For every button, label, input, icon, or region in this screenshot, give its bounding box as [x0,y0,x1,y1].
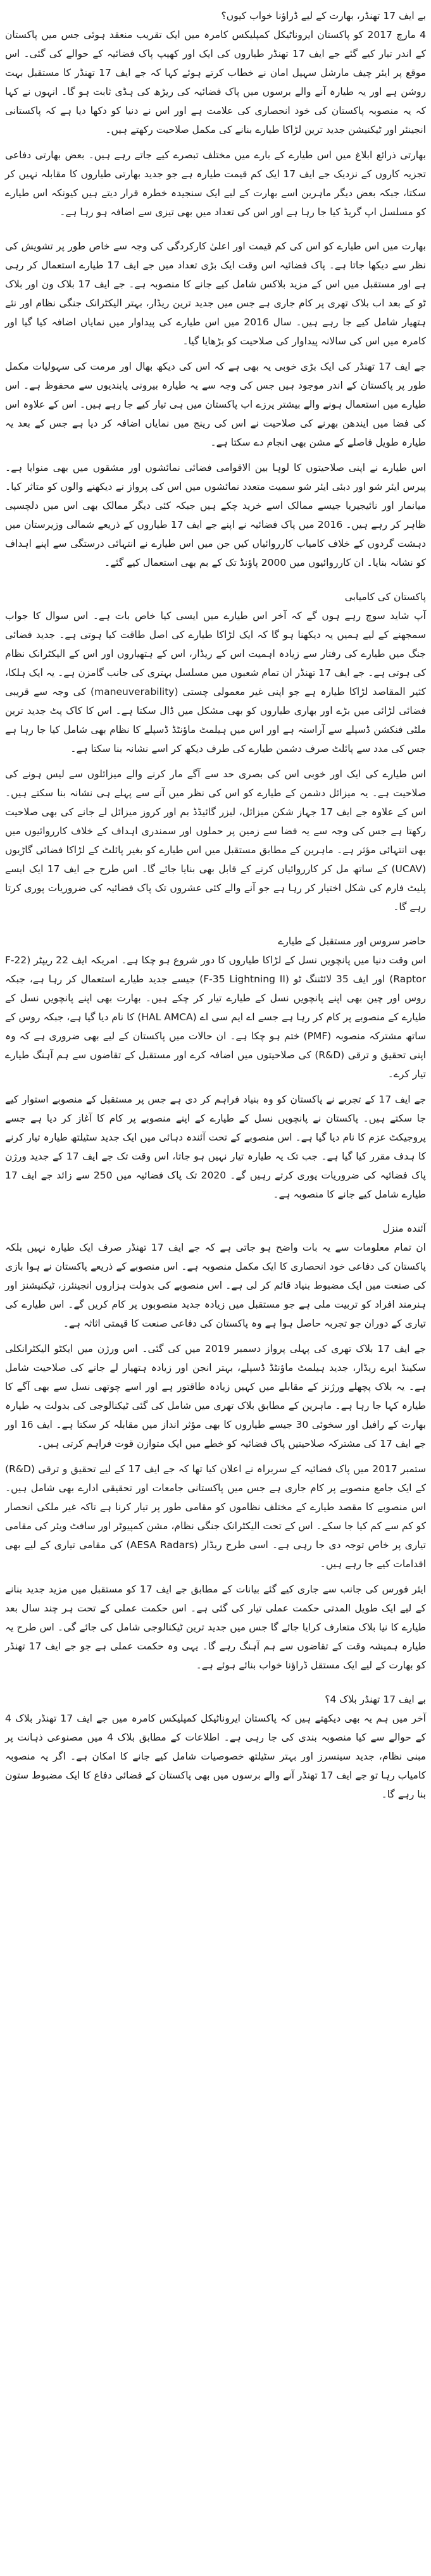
section-heading: بے ایف 17 تھنڈر بلاک 4؟ [325,1694,426,1705]
article-paragraph: بھارت میں اس طیارے کو اس کی کم قیمت اور اعلیٰ کارکردگی کی وجہ سے خاص طور پر تشویش کی نظر سے دیکھا جاتا ہے۔ پاک فضائیہ اس وقت ایک بڑی تعداد میں جے ایف 17 طیارے استعمال کر رہی ہے اور مستقبل میں اس کے مزید بلاکس شامل کیے جانے کا منصوبہ ہے۔ جے ایف 17 بلاک ون اور بلاک ٹو کے بعد اب بلاک تھری پر کام جاری ہے جس میں جدید ترین ریڈار، بہتر الیکٹرانک جنگی نظام اور نئے ہتھیار شامل کیے جا رہے ہیں۔ سال 2016 میں اس طیارے کی پیداوار میں نمایاں اضافہ کیا گیا اور کامرہ میں اس کی سالانہ پیداوار کی صلاحیت کو بڑھایا گیا۔ [5,241,426,347]
article-section [5,587,426,932]
article-paragraph: جے ایف 17 بلاک تھری کی پہلی پرواز دسمبر 2019 میں کی گئی۔ اس ورژن میں ایکٹو الیکٹرانکلی سکینڈ ایرے ریڈار، جدید ہیلمٹ ماؤنٹڈ ڈسپلے، بہتر انجن اور زیادہ ہتھیار لے جانے کی صلاحیت شامل ہے۔ یہ بلاک پچھلے ورژنز کے مقابلے میں کہیں زیادہ طاقتور ہے اور اسے چوتھی نسل سے بھی آگے کا طیارہ کہا جا رہا ہے۔ ماہرین کے مطابق بلاک تھری میں شامل کی گئی ٹیکنالوجی کی بدولت یہ طیارہ بھارت کے رافیل اور سخوئی 30 جیسے طیاروں کا بھی مؤثر انداز میں مقابلہ کر سکتا ہے۔ ایف 16 اور جے ایف 17 کی مشترکہ صلاحیتیں پاک فضائیہ کو خطے میں ایک متوازن قوت فراہم کرتی ہیں۔ [5,1343,426,1449]
section-heading: حاضر سروس اور مستقبل کے طیارے [278,935,426,947]
article-paragraph: ان تمام معلومات سے یہ بات واضح ہو جاتی ہے کہ جے ایف 17 تھنڈر صرف ایک طیارہ نہیں بلکہ پاکستان کی دفاعی خود انحصاری کا ایک مکمل منصوبہ ہے۔ اس منصوبے کے ذریعے پاکستان نے ہوا بازی کی صنعت میں ایک مضبوط بنیاد قائم کر لی ہے۔ اس منصوبے کی بدولت ہزاروں انجینئرز، ٹیکنیشنز اور ہنرمند افراد کو تربیت ملی ہے جو مستقبل میں زیادہ جدید منصوبوں پر کام کریں گے۔ اس طیارے کی تیاری کے دوران جو تجربہ حاصل ہوا ہے وہ پاکستان کی دفاعی صنعت کا قیمتی اثاثہ ہے۔ [5,1242,426,1329]
article-paragraph: آخر میں ہم یہ بھی دیکھتے ہیں کہ پاکستان ایروناٹیکل کمپلیکس کامرہ میں جے ایف 17 تھنڈر بلاک 4 کے حوالے سے کیا منصوبہ بندی کی جا رہی ہے۔ اطلاعات کے مطابق بلاک 4 میں مصنوعی ذہانت پر مبنی نظام، جدید سینسرز اور بہتر سٹیلتھ خصوصیات شامل کیے جانے کا امکان ہے۔ اگر یہ منصوبہ کامیاب رہا تو جے ایف 17 تھنڈر آنے والے برسوں میں بھی پاکستان کے فضائی دفاع کا ایک مضبوط ستون بنا رہے گا۔ [5,1713,426,1800]
article-section [5,1690,426,1819]
article-paragraph: اس وقت دنیا میں پانچویں نسل کے لڑاکا طیاروں کا دور شروع ہو چکا ہے۔ امریکہ ایف 22 ریپٹر (F-22 Raptor) اور ایف 35 لائٹننگ ٹو (F-35 Lightning II) جیسے جدید طیارے استعمال کر رہا ہے، جبکہ روس اور چین بھی اپنے پانچویں نسل کے طیارے تیار کر چکے ہیں۔ بھارت بھی اپنے پانچویں نسل کے طیارے کے منصوبے پر کام کر رہا ہے جسے اے ایم سی اے (HAL AMCA) کا نام دیا گیا ہے، جبکہ روس کے ساتھ مشترکہ منصوبہ (PMF) ختم ہو چکا ہے۔ ان حالات میں پاکستان کے لیے بھی ضروری ہے کہ وہ اپنی تحقیق و ترقی (R&D) کی صلاحیتوں میں اضافہ کرے اور مستقبل کے تقاضوں سے ہم آہنگ طیارے تیار کرے۔ [5,954,427,1080]
article-paragraph: ایئر فورس کی جانب سے جاری کیے گئے بیانات کے مطابق جے ایف 17 کو مستقبل میں مزید جدید بنانے کے لیے ایک طویل المدتی حکمت عملی تیار کی گئی ہے۔ اس حکمت عملی کے تحت ہر چند سال بعد طیارے کا نیا بلاک متعارف کرایا جائے گا جس میں جدید ترین ٹیکنالوجی شامل کی جائے گی۔ اس طرح یہ طیارہ ہمیشہ وقت کے تقاضوں سے ہم آہنگ رہے گا۔ یہی وہ حکمت عملی ہے جو جے ایف 17 تھنڈر کو بھارت کے لیے ایک مستقل ڈراؤنا خواب بنائے ہوئے ہے۔ [5,1584,426,1671]
article-paragraph: جے ایف 17 تھنڈر کی ایک بڑی خوبی یہ بھی ہے کہ اس کی دیکھ بھال اور مرمت کی سہولیات مکمل طور پر پاکستان کے اندر موجود ہیں جس کی وجہ سے یہ طیارہ بیرونی پابندیوں سے محفوظ ہے۔ اس طیارے میں استعمال ہونے والے بیشتر پرزے اب پاکستان میں ہی تیار کیے جا رہے ہیں۔ اس کے علاوہ اس کی فضا میں ایندھن بھرنے کی صلاحیت نے اس کی رینج میں نمایاں اضافہ کر دیا ہے جس کے بعد یہ طیارہ طویل فاصلے کے مشن بھی انجام دے سکتا ہے۔ [5,361,427,448]
section-spacer [5,1210,426,1219]
article-paragraph: ستمبر 2017 میں پاک فضائیہ کے سربراہ نے اعلان کیا تھا کہ جے ایف 17 کے لیے تحقیق و ترقی (R&D) کے ایک جامع منصوبے پر کام جاری ہے جس میں پاکستانی جامعات اور تحقیقی ادارے بھی شامل ہیں۔ اس منصوبے کا مقصد طیارے کے مختلف نظاموں کو مقامی طور پر تیار کرنا ہے تاکہ غیر ملکی انحصار کو کم سے کم کیا جا سکے۔ اس کے تحت الیکٹرانک جنگی نظام، مشن کمپیوٹر اور سافٹ ویئر کی مقامی تیاری پر خاص توجہ دی جا رہی ہے۔ اسی طرح ریڈار (AESA Radars) کی مقامی تیاری کے لیے بھی اقدامات کیے جا رہے ہیں۔ [5,1463,426,1570]
article-paragraph: اس طیارے کی ایک اور خوبی اس کی بصری حد سے آگے مار کرنے والے میزائلوں سے لیس ہونے کی صلاحیت ہے۔ یہ میزائل دشمن کے طیارے کو اس کی نظر میں آنے سے پہلے ہی نشانہ بنا سکتے ہیں۔ اس کے علاوہ جے ایف 17 جہاز شکن میزائل، لیزر گائیڈڈ بم اور کروز میزائل لے جانے کی بھی صلاحیت رکھتا ہے جس کی وجہ سے یہ فضا سے زمین پر حملوں اور سمندری اہداف کے خلاف کارروائیوں میں بھی انتہائی مؤثر ہے۔ ماہرین کے مطابق مستقبل میں اس طیارے کو بغیر پائلٹ کے لڑاکا فضائی گاڑیوں (UCAV) کے ساتھ مل کر کارروائیاں کرنے کے قابل بھی بنایا جائے گا۔ اس طرح جے ایف 17 ایک ایسے پلیٹ فارم کی شکل اختیار کر رہا ہے جو آنے والے کئی عشروں تک پاک فضائیہ کی ضروریات پوری کرتا رہے گا۔ [5,768,426,913]
section-heading: پاکستان کی کامیابی [344,591,426,603]
article-paragraph: 4 مارچ 2017 کو پاکستان ایروناٹیکل کمپلیکس کامرہ میں ایک تقریب منعقد ہوئی جس میں پاکستان کے اندر تیار کیے گئے جے ایف 17 تھنڈر طیاروں کی ایک اور کھیپ پاک فضائیہ کے حوالے کی گئی۔ اس موقع پر ایئر چیف مارشل سہیل امان نے خطاب کرتے ہوئے کہا کہ جے ایف 17 تھنڈر کا مستقبل بہت روشن ہے اور یہ طیارہ آنے والے برسوں میں پاک فضائیہ کی ریڑھ کی ہڈی ثابت ہو گا۔ انہوں نے کہا کہ یہ منصوبہ پاکستان کی خود انحصاری کی علامت ہے اور اس نے دنیا کو دکھا دیا ہے کہ پاکستانی انجینئر اور ٹیکنیشن جدید ترین لڑاکا طیارے بنانے کی مکمل صلاحیت رکھتے ہیں۔ [5,29,427,135]
section-spacer [5,1810,426,1819]
article-section [5,1219,426,1690]
section-spacer [5,923,426,932]
section-spacer [5,228,426,237]
article-paragraph: آپ شاید سوچ رہے ہوں گے کہ آخر اس طیارے میں ایسی کیا خاص بات ہے۔ اس سوال کا جواب سمجھنے کے لیے ہمیں یہ دیکھنا ہو گا کہ ایک لڑاکا طیارے کی اصل طاقت کیا ہوتی ہے۔ جدید فضائی جنگ میں طیارے کی رفتار سے زیادہ اہمیت اس کے ریڈار، اس کے ہتھیاروں اور اس کے الیکٹرانک نظام کی ہوتی ہے۔ جے ایف 17 تھنڈر ان تمام شعبوں میں مسلسل بہتری کی جانب گامزن ہے۔ یہ ایک ہلکا، کثیر المقاصد لڑاکا طیارہ ہے جو اپنی غیر معمولی چستی (maneuverability) کی وجہ سے قریبی فضائی لڑائی میں بڑے اور بھاری طیاروں کو بھی مشکل میں ڈال سکتا ہے۔ اس کا کاک پٹ جدید ترین ملٹی فنکشن ڈسپلے سے آراستہ ہے اور اس میں ہیلمٹ ماؤنٹڈ ڈسپلے کا نظام بھی شامل کیا جا رہا ہے جس کی مدد سے پائلٹ صرف دشمن طیارے کی طرف دیکھ کر اسے نشانہ بنا سکتا ہے۔ [5,610,426,754]
section-spacer [5,1681,426,1690]
section-heading: آئندہ منزل [382,1223,426,1234]
article-paragraph: جے ایف 17 کے تجربے نے پاکستان کو وہ بنیاد فراہم کر دی ہے جس پر مستقبل کے منصوبے استوار کیے جا سکتے ہیں۔ پاکستان نے پانچویں نسل کے طیارے کے اپنے منصوبے پر کام کا آغاز کر دیا ہے جسے پروجیکٹ عزم کا نام دیا گیا ہے۔ اس منصوبے کے تحت آئندہ دہائی میں ایک جدید سٹیلتھ طیارہ تیار کرنے کا ہدف مقرر کیا گیا ہے۔ جب تک یہ طیارہ تیار نہیں ہو جاتا، اس وقت تک جے ایف 17 کے جدید ورژن پاک فضائیہ کی ضروریات پوری کرتے رہیں گے۔ 2020 تک پاک فضائیہ میں 250 سے زائد جے ایف 17 طیارے شامل کیے جانے کا منصوبہ ہے۔ [5,1094,426,1200]
article-section [5,932,426,1219]
section-spacer [5,578,426,587]
article-section [5,237,426,587]
article-body [5,25,426,1819]
article-paragraph: بھارتی ذرائع ابلاغ میں اس طیارے کے بارے میں مختلف تبصرے کیے جاتے رہے ہیں۔ بعض بھارتی دفاعی تجزیہ کاروں کے نزدیک جے ایف 17 ایک کم قیمت طیارہ ہے جو جدید بھارتی طیاروں کا مقابلہ نہیں کر سکتا، جبکہ بعض دیگر ماہرین اسے بھارت کے لیے ایک سنجیدہ خطرہ قرار دیتے ہیں کیونکہ اس طیارے کو مسلسل اپ گریڈ کیا جا رہا ہے اور اس کی تعداد میں بھی تیزی سے اضافہ ہو رہا ہے۔ [5,149,426,218]
article-title: بے ایف 17 تھنڈر، بھارت کے لیے ڈراؤنا خواب کیوں؟ [221,10,426,22]
article-section [5,25,426,237]
article-paragraph: اس طیارے نے اپنی صلاحیتوں کا لوہا بین الاقوامی فضائی نمائشوں اور مشقوں میں بھی منوایا ہے۔ پیرس ایئر شو اور دبئی ایئر شو سمیت متعدد نمائشوں میں اس کی پرواز نے دیکھنے والوں کو متاثر کیا۔ میانمار اور نائیجیریا جیسے ممالک اسے خرید چکے ہیں جبکہ کئی دیگر ممالک بھی اس میں دلچسپی ظاہر کر رہے ہیں۔ 2016 میں پاک فضائیہ نے اپنے جے ایف 17 طیاروں کے ذریعے شمالی وزیرستان میں دہشت گردوں کے خلاف کامیاب کارروائیاں کیں جن میں اس طیارے نے انتہائی درستگی سے اپنے اہداف کو نشانہ بنایا۔ ان کارروائیوں میں 2000 پاؤنڈ تک کے بم بھی استعمال کیے گئے۔ [5,462,427,568]
